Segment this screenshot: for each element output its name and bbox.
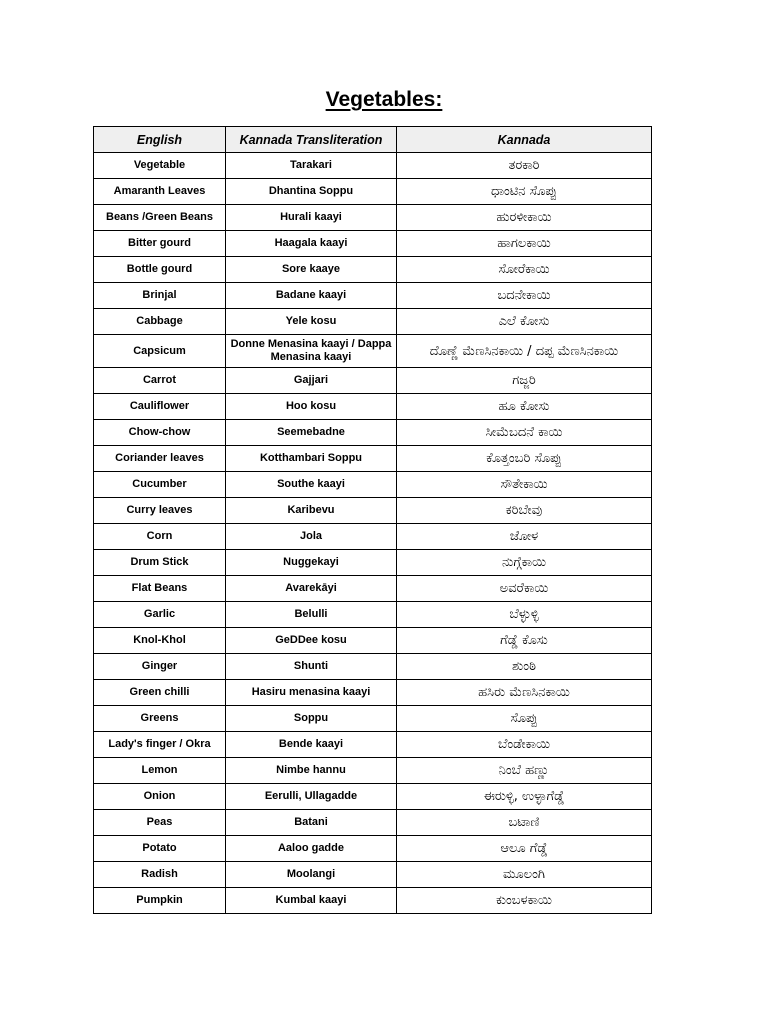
table-row [94, 602, 652, 628]
cell-kannada: ಬೆಂಡೇಕಾಯಿ [397, 732, 652, 758]
table-row [94, 836, 652, 862]
cell-transliteration: Kotthambari Soppu [226, 446, 397, 472]
table-row [94, 472, 652, 498]
cell-kannada: ಹುರಳೀಕಾಯಿ [397, 205, 652, 231]
table-row [94, 862, 652, 888]
cell-english: Coriander leaves [94, 446, 226, 472]
table-row [94, 550, 652, 576]
cell-kannada: ಸೌತೇಕಾಯಿ [397, 472, 652, 498]
cell-english: Brinjal [94, 283, 226, 309]
cell-english: Carrot [94, 368, 226, 394]
table-row [94, 654, 652, 680]
vegetables-table [93, 126, 652, 914]
table-row [94, 446, 652, 472]
cell-kannada: ಎಲೆ ಕೋಸು [397, 309, 652, 335]
table-row [94, 888, 652, 914]
cell-english: Onion [94, 784, 226, 810]
cell-english: Radish [94, 862, 226, 888]
cell-kannada: ಬಟಾಣಿ [397, 810, 652, 836]
cell-english: Capsicum [94, 335, 226, 368]
cell-english: Peas [94, 810, 226, 836]
cell-kannada: ಜೋಳ [397, 524, 652, 550]
cell-transliteration: Donne Menasina kaayi / Dappa Menasina kaayi [226, 335, 397, 368]
cell-english: Greens [94, 706, 226, 732]
cell-kannada: ಅವರೆಕಾಯಿ [397, 576, 652, 602]
cell-english: Cabbage [94, 309, 226, 335]
cell-english: Vegetable [94, 153, 226, 179]
cell-transliteration: Nuggekayi [226, 550, 397, 576]
cell-transliteration: Shunti [226, 654, 397, 680]
cell-transliteration: Hasiru menasina kaayi [226, 680, 397, 706]
table-row [94, 628, 652, 654]
header-kannada: Kannada [397, 127, 652, 153]
cell-transliteration: Eerulli, Ullagadde [226, 784, 397, 810]
cell-transliteration: Aaloo gadde [226, 836, 397, 862]
cell-transliteration: Yele kosu [226, 309, 397, 335]
cell-english: Corn [94, 524, 226, 550]
cell-kannada: ಗೆಡ್ಡೆ ಕೊಸು [397, 628, 652, 654]
cell-transliteration: Belulli [226, 602, 397, 628]
table-row [94, 784, 652, 810]
cell-english: Potato [94, 836, 226, 862]
cell-english: Lemon [94, 758, 226, 784]
cell-transliteration: Batani [226, 810, 397, 836]
cell-transliteration: Badane kaayi [226, 283, 397, 309]
cell-kannada: ದೊಣ್ಣೆ ಮೆಣಸಿನಕಾಯಿ / ದಪ್ಪ ಮೆಣಸಿನಕಾಯಿ [397, 335, 652, 368]
cell-transliteration: Moolangi [226, 862, 397, 888]
cell-kannada: ಧಾಂಟಿನ ಸೊಪ್ಪು [397, 179, 652, 205]
table-row [94, 576, 652, 602]
cell-transliteration: Karibevu [226, 498, 397, 524]
table-row [94, 706, 652, 732]
table-row [94, 309, 652, 335]
cell-transliteration: Seemebadne [226, 420, 397, 446]
page-title: Vegetables: [325, 88, 443, 111]
cell-kannada: ಈರುಳ್ಳಿ, ಉಳ್ಳಾಗೆಡ್ಡೆ [397, 784, 652, 810]
cell-kannada: ಸೊಪ್ಪು [397, 706, 652, 732]
cell-transliteration: Bende kaayi [226, 732, 397, 758]
table-row [94, 680, 652, 706]
cell-english: Green chilli [94, 680, 226, 706]
table-row [94, 420, 652, 446]
cell-kannada: ಹಾಗಲಕಾಯಿ [397, 231, 652, 257]
table-row [94, 810, 652, 836]
cell-english: Ginger [94, 654, 226, 680]
cell-english: Bottle gourd [94, 257, 226, 283]
table-row [94, 368, 652, 394]
table-row [94, 758, 652, 784]
cell-transliteration: Southe kaayi [226, 472, 397, 498]
table-row [94, 335, 652, 368]
table-row [94, 498, 652, 524]
cell-english: Beans /Green Beans [94, 205, 226, 231]
cell-transliteration: Tarakari [226, 153, 397, 179]
cell-kannada: ಕರಿಬೇವು [397, 498, 652, 524]
cell-english: Amaranth Leaves [94, 179, 226, 205]
cell-english: Lady's finger / Okra [94, 732, 226, 758]
cell-kannada: ನಿಂಬೆ ಹಣ್ಣು [397, 758, 652, 784]
cell-english: Drum Stick [94, 550, 226, 576]
cell-kannada: ಸೋರೆಕಾಯಿ [397, 257, 652, 283]
cell-kannada: ಶುಂಠಿ [397, 654, 652, 680]
cell-english: Knol-Khol [94, 628, 226, 654]
cell-english: Curry leaves [94, 498, 226, 524]
cell-english: Flat Beans [94, 576, 226, 602]
cell-english: Garlic [94, 602, 226, 628]
cell-kannada: ಮೂಲಂಗಿ [397, 862, 652, 888]
cell-english: Pumpkin [94, 888, 226, 914]
cell-kannada: ಹೂ ಕೋಸು [397, 394, 652, 420]
cell-english: Cauliflower [94, 394, 226, 420]
table-row [94, 394, 652, 420]
cell-transliteration: Gajjari [226, 368, 397, 394]
cell-transliteration: Jola [226, 524, 397, 550]
table-row [94, 205, 652, 231]
cell-kannada: ನುಗ್ಗೆಕಾಯಿ [397, 550, 652, 576]
cell-english: Chow-chow [94, 420, 226, 446]
table-row [94, 732, 652, 758]
table-row [94, 524, 652, 550]
cell-transliteration: Nimbe hannu [226, 758, 397, 784]
table-row [94, 153, 652, 179]
table-row [94, 283, 652, 309]
table-row [94, 257, 652, 283]
cell-kannada: ಆಲೂ ಗೆಡ್ಡೆ [397, 836, 652, 862]
cell-kannada: ಬೆಳ್ಳುಳ್ಳಿ [397, 602, 652, 628]
cell-transliteration: Hurali kaayi [226, 205, 397, 231]
header-transliteration: Kannada Transliteration [226, 127, 397, 153]
cell-transliteration: Dhantina Soppu [226, 179, 397, 205]
cell-kannada: ಬದನೇಕಾಯಿ [397, 283, 652, 309]
cell-kannada: ಕುಂಬಳಕಾಯಿ [397, 888, 652, 914]
header-english: English [94, 127, 226, 153]
cell-english: Bitter gourd [94, 231, 226, 257]
cell-kannada: ಹಸಿರು ಮೆಣಸಿನಕಾಯಿ [397, 680, 652, 706]
table-row [94, 231, 652, 257]
cell-kannada: ಸೀಮೆಬದನೆ ಕಾಯಿ [397, 420, 652, 446]
table-header-row [94, 127, 652, 153]
table-row [94, 179, 652, 205]
cell-kannada: ಗಜ್ಜರಿ [397, 368, 652, 394]
cell-transliteration: Haagala kaayi [226, 231, 397, 257]
cell-english: Cucumber [94, 472, 226, 498]
cell-transliteration: Hoo kosu [226, 394, 397, 420]
cell-transliteration: Avarekāyi [226, 576, 397, 602]
cell-transliteration: GeDDee kosu [226, 628, 397, 654]
cell-kannada: ಕೊತ್ತಂಬರಿ ಸೊಪ್ಪು [397, 446, 652, 472]
cell-transliteration: Soppu [226, 706, 397, 732]
cell-transliteration: Kumbal kaayi [226, 888, 397, 914]
cell-kannada: ತರಕಾರಿ [397, 153, 652, 179]
cell-transliteration: Sore kaaye [226, 257, 397, 283]
